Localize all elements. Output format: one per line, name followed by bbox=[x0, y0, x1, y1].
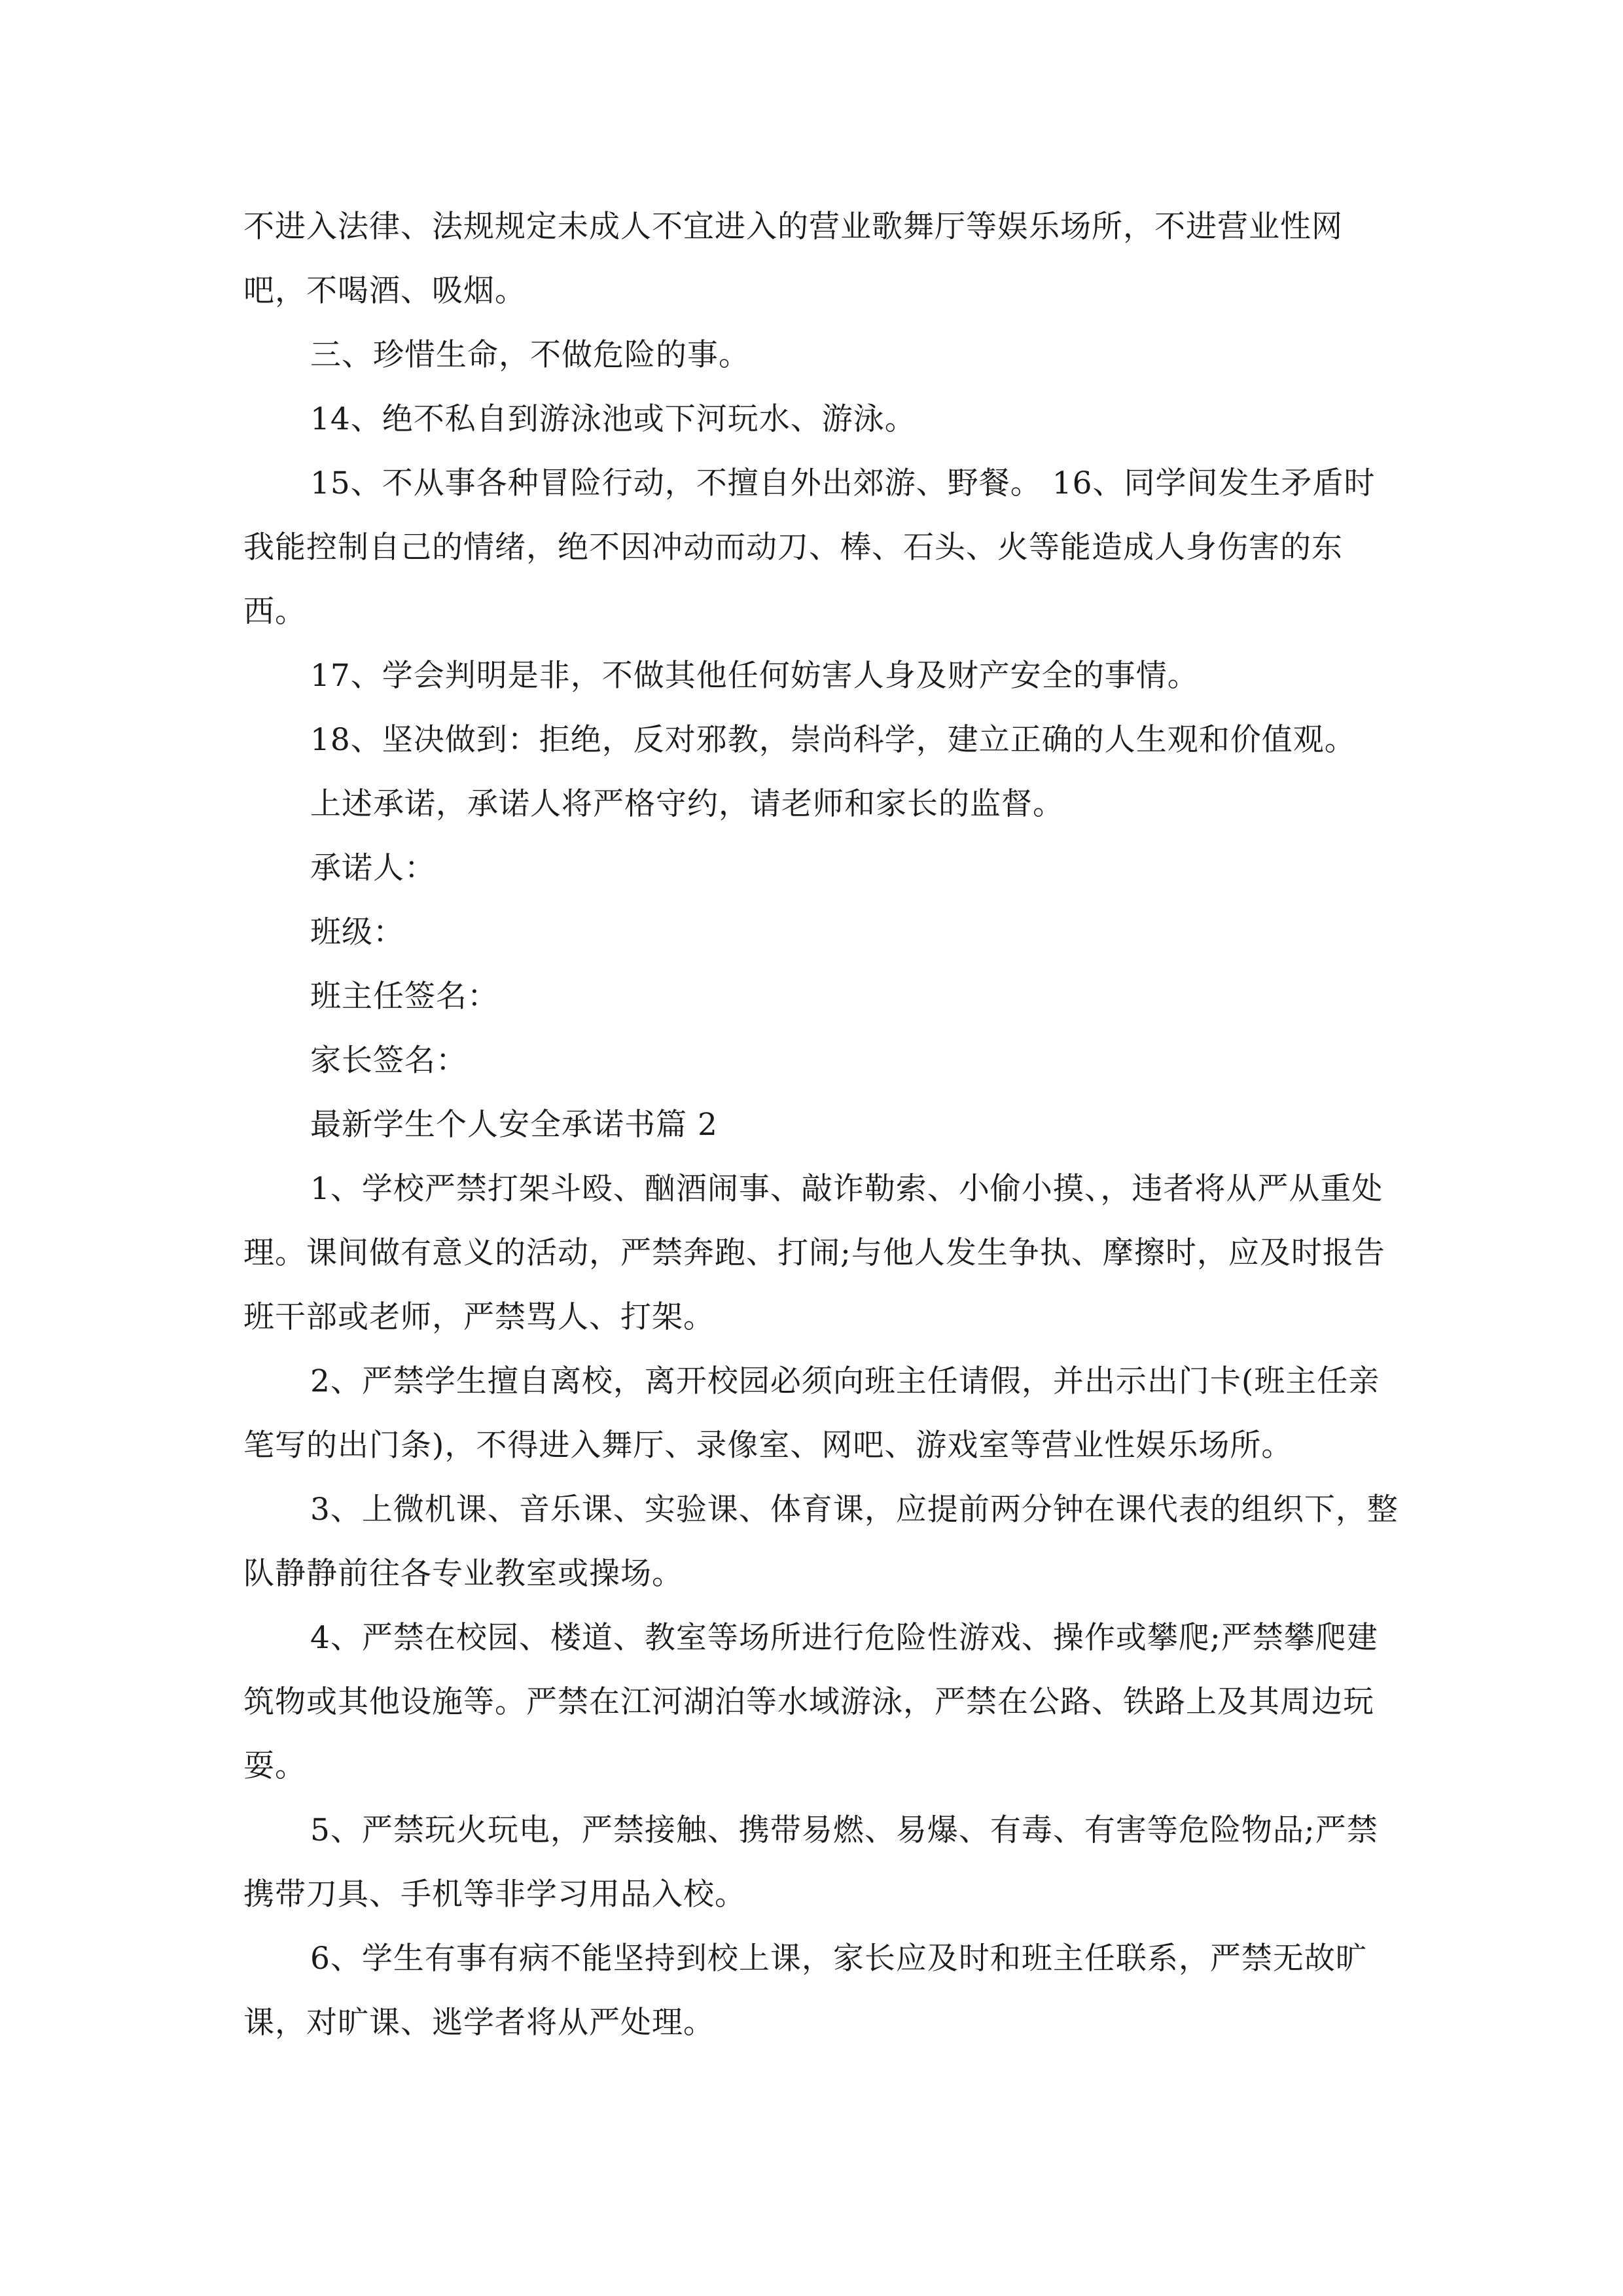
paragraph-4: 15、不从事各种冒险行动，不擅自外出郊游、野餐。 16、同学间发生矛盾时我能控制自己的情绪，绝不因冲动而动刀、棒、石头、火等能造成人身伤害的东西。 bbox=[243, 465, 1376, 630]
signature-label-promisor: 承诺人： bbox=[310, 850, 436, 886]
paragraph-rule-5: 5、严禁玩火玩电，严禁接触、携带易燃、易爆、有毒、有害等危险物品;严禁携带刀具、手机等非学习用品入校。 bbox=[243, 1812, 1378, 1912]
paragraph-5: 17、学会判明是非，不做其他任何妨害人身及财产安全的事情。 bbox=[310, 658, 1199, 694]
signature-label-head-teacher: 班主任签名： bbox=[310, 978, 499, 1014]
paragraph-rule-6: 6、学生有事有病不能坚持到校上课，家长应及时和班主任联系，严禁无故旷课，对旷课、逃学者将从严处理。 bbox=[243, 1941, 1367, 2041]
section-title: 最新学生个人安全承诺书篇 2 bbox=[310, 1107, 718, 1143]
paragraph-2: 三、珍惜生命，不做危险的事。 bbox=[310, 337, 750, 373]
paragraph-1: 不进入法律、法规规定未成人不宜进入的营业歌舞厅等娱乐场所，不进营业性网吧，不喝酒、吸烟。 bbox=[243, 209, 1343, 309]
paragraph-7: 上述承诺，承诺人将严格守约，请老师和家长的监督。 bbox=[310, 786, 1064, 822]
paragraph-3: 14、绝不私自到游泳池或下河玩水、游泳。 bbox=[310, 401, 916, 437]
paragraph-rule-3: 3、上微机课、音乐课、实验课、体育课，应提前两分钟在课代表的组织下，整队静静前往各专业教室或操场。 bbox=[243, 1492, 1399, 1592]
paragraph-rule-2: 2、严禁学生擅自离校，离开校园必须向班主任请假，并出示出门卡(班主任亲笔写的出门条)，不得进入舞厅、录像室、网吧、游戏室等营业性娱乐场所。 bbox=[243, 1363, 1380, 1463]
signature-label-class: 班级： bbox=[310, 914, 404, 950]
signature-label-parent: 家长签名： bbox=[310, 1043, 467, 1079]
paragraph-6: 18、坚决做到：拒绝，反对邪教，崇尚科学，建立正确的人生观和价值观。 bbox=[310, 722, 1356, 758]
paragraph-rule-4: 4、严禁在校园、楼道、教室等场所进行危险性游戏、操作或攀爬;严禁攀爬建筑物或其他设施等。严禁在江河湖泊等水域游泳，严禁在公路、铁路上及其周边玩耍。 bbox=[243, 1620, 1378, 1784]
paragraph-rule-1: 1、学校严禁打架斗殴、酗酒闹事、敲诈勒索、小偷小摸、，违者将从严从重处理。课间做有意义的活动，严禁奔跑、打闹;与他人发生争执、摩擦时，应及时报告班干部或老师，严禁骂人、打架。 bbox=[243, 1171, 1385, 1335]
document-body bbox=[243, 195, 1402, 2055]
